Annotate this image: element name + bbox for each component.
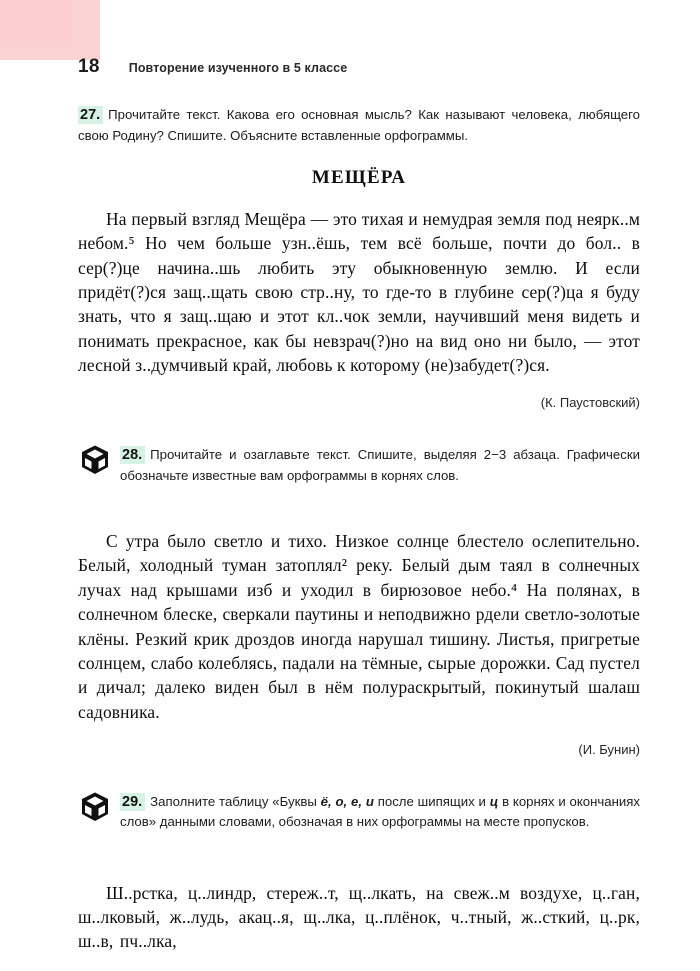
running-title: Повторение изученного в 5 классе [128,61,348,75]
passage-title-meshchera: МЕЩЁРА [311,167,407,189]
exercise-27-number: 27. [78,106,103,124]
page-content [78,92,640,971]
exercise-27-passage: На первый взгляд Мещёра — это тихая и немудрая земля под неярк..м небом.⁵ Но чем больше узн..ёшь, тем всё больше, почти до бол.. в сер(?)це начина..шь любить эту обыкновенную землю. И если придёт(?)ся защ..щать свою стр..ну, то где-то в глубине сер(?)ца я буду знать, что я защ..щаю и этот кл..чок земли, научивший меня видеть и понимать прекрасное, как бы невзрач(?)но на вид оно ни было, — этот лесной з..думчивый край, любовь к которому (не)забудет(?)ся. [78,208,640,376]
exercise-29-task [78,792,640,832]
spacer [78,410,640,432]
exercise-28-number: 28. [120,446,145,464]
exercise-29-wordlist: Ш..рстка, ц..линдр, стереж..т, щ..лкать, на свеж..м воздухе, ц..ган, ш..лковый, ж..лудь, акац..я, щ..лка, ц..плёнок, ч..тный, ж..сткий, ц..рк, ш..в, пч..лка, [78,882,640,952]
spacer [78,499,640,512]
exercise-27 [78,105,640,410]
running-head [78,56,638,78]
exercise-28-task [78,445,640,485]
spacer [78,757,640,779]
exercise-29-task-text-middle: после шипящих и [373,793,490,809]
exercise-29 [78,792,640,954]
exercise-27-task-text: Прочитайте текст. Какова его основная мысль? Как называют человека, любящего свою Родину? Спишите. Объясните вставленные орфограммы. [78,107,640,143]
exercise-27-task [78,105,640,145]
exercise-27-attribution: (К. Паустовский) [540,395,640,410]
exercise-29-task-text-after: в корнях и окончаниях слов» данными словами, обозначая в них орфограммы на месте пропусков. [120,793,640,830]
cube-icon [78,792,112,821]
page-number: 18 [78,56,100,77]
exercise-28 [78,445,640,756]
exercise-29-task-text-before: Заполните таблицу «Буквы [150,793,321,809]
decorative-corner-block [0,0,100,60]
exercise-28-passage: С утра было светло и тихо. Низкое солнце блестело ослепительно. Белый, холодный туман затоплял² реку. Белый дым таял в солнечных лучах над крышами изб и уходил в бирюзовое небо.⁴ На полянах, в солнечном блеске, сверкали паутины и неподвижно рдели светло-золотые клёны. Резкий крик дроздов иногда нарушал тишину. Листья, пригретые солнцем, слабо колеблясь, падали на тёмные, сырые дорожки. Сад пустел и дичал; далеко виден был в нём полураскрытый, покинутый шалаш садовника. [78,530,640,722]
exercise-29-number: 29. [120,793,145,811]
exercise-29-letter-ts: ц [489,793,499,809]
exercise-28-attribution: (И. Бунин) [578,741,640,757]
decorative-corner-block-inner [0,0,72,47]
cube-icon [78,445,112,474]
exercise-28-task-text: Прочитайте и озаглавьте текст. Спишите, выделяя 2−3 абзаца. Графически обозначьте известные вам орфограммы в корнях слов. [120,447,640,483]
spacer [78,845,640,863]
exercise-29-letters: ё, о, е, и [320,793,374,809]
